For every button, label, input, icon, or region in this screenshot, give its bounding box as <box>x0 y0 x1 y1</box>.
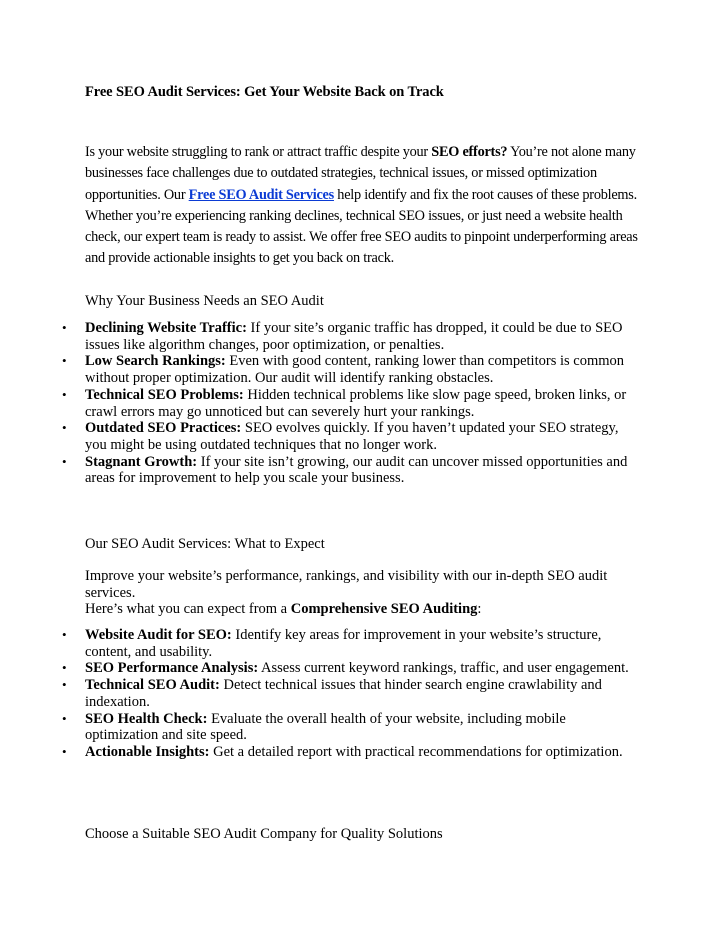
intro-text-3: help identify and fix the root causes of these problems. Whether you’re experiencing ranking declines, technical SEO issues, or just need a website health check, our expert team is ready to assist. We offer free SEO audits to pinpoint underperforming areas and provide actionable insights to get you back on track. <box>85 186 638 267</box>
expect-list <box>62 627 640 761</box>
list-item <box>62 386 640 420</box>
list-item <box>62 710 640 744</box>
list-item-text: SEO evolves quickly. If you haven’t updated your SEO strategy, you might be using outdated techniques that no longer work. <box>85 420 619 453</box>
list-item <box>62 320 640 353</box>
list-item-text: Assess current keyword rankings, traffic, and user engagement. <box>258 660 629 677</box>
list-item <box>62 627 640 660</box>
list-item-text: Evaluate the overall health of your website, including mobile optimization and site speed. <box>85 710 566 744</box>
list-item-title: Low Search Rankings: <box>85 353 226 370</box>
bullet-icon: • <box>62 320 67 335</box>
list-item <box>62 660 640 677</box>
why-audit-list <box>62 320 640 487</box>
list-item-text: Even with good content, ranking lower than competitors is common without proper optimization. Our audit will identify ranking obstacles. <box>85 353 625 387</box>
list-item-text: Hidden technical problems like slow page speed, broken links, or crawl errors may go unnoticed but can severely hurt your rankings. <box>85 386 627 420</box>
bullet-icon: • <box>62 453 67 469</box>
free-seo-audit-services-link[interactable]: Free SEO Audit Services <box>188 186 334 203</box>
bullet-icon: • <box>62 386 67 402</box>
section-heading-why: Why Your Business Needs an SEO Audit <box>85 293 324 309</box>
list-item-title: Actionable Insights: <box>85 743 210 760</box>
bullet-icon: • <box>62 627 67 642</box>
list-item-title: Website Audit for SEO: <box>85 627 232 643</box>
list-item-title: Stagnant Growth: <box>85 453 198 470</box>
list-item-text: Identify key areas for improvement in your website’s structure, content, and usability. <box>85 627 602 660</box>
list-item-title: SEO Performance Analysis: <box>85 660 259 677</box>
improve-paragraph <box>85 568 640 618</box>
list-item-text: If your site isn’t growing, our audit can uncover missed opportunities and areas for improvement to help you scale your business. <box>85 453 628 487</box>
list-item <box>62 353 640 387</box>
bullet-icon: • <box>62 743 67 759</box>
bullet-icon: • <box>62 660 67 676</box>
list-item <box>62 743 640 761</box>
list-item-title: Outdated SEO Practices: <box>85 420 242 437</box>
bullet-icon: • <box>62 420 67 436</box>
expect-suffix: : <box>477 601 482 618</box>
document-title: Free SEO Audit Services: Get Your Website Back on Track <box>85 84 444 100</box>
bullet-icon: • <box>62 677 67 693</box>
intro-paragraph <box>85 142 645 270</box>
list-item-title: Technical SEO Problems: <box>85 386 244 403</box>
list-item <box>62 453 640 487</box>
list-item-text: If your site’s organic traffic has dropped, it could be due to SEO issues like algorithm changes, poor optimization, or penalties. <box>85 320 623 353</box>
list-item-text: Get a detailed report with practical recommendations for optimization. <box>209 743 623 760</box>
section-heading-choose-company: Choose a Suitable SEO Audit Company for Quality Solutions <box>85 826 443 842</box>
list-item <box>62 420 640 453</box>
expect-bold: Comprehensive SEO Auditing <box>290 601 478 618</box>
intro-bold-seo-efforts: SEO efforts? <box>431 144 508 160</box>
list-item-title: SEO Health Check: <box>85 710 208 727</box>
improve-text: Improve your website’s performance, rankings, and visibility with our in-depth SEO audit services. <box>85 568 608 601</box>
list-item-title: Technical SEO Audit: <box>85 677 220 694</box>
list-item-title: Declining Website Traffic: <box>85 320 247 336</box>
bullet-icon: • <box>62 710 67 726</box>
section-heading-what-to-expect: Our SEO Audit Services: What to Expect <box>85 536 325 552</box>
intro-text-2: You’re not alone many businesses face challenges due to outdated strategies, technical issues, or missed optimization opportunities. Our <box>85 144 636 203</box>
expect-prefix: Here’s what you can expect from a <box>85 601 291 618</box>
list-item <box>62 677 640 710</box>
intro-text-1: Is your website struggling to rank or attract traffic despite your <box>85 144 432 160</box>
list-item-text: Detect technical issues that hinder search engine crawlability and indexation. <box>85 677 602 710</box>
bullet-icon: • <box>62 353 67 369</box>
